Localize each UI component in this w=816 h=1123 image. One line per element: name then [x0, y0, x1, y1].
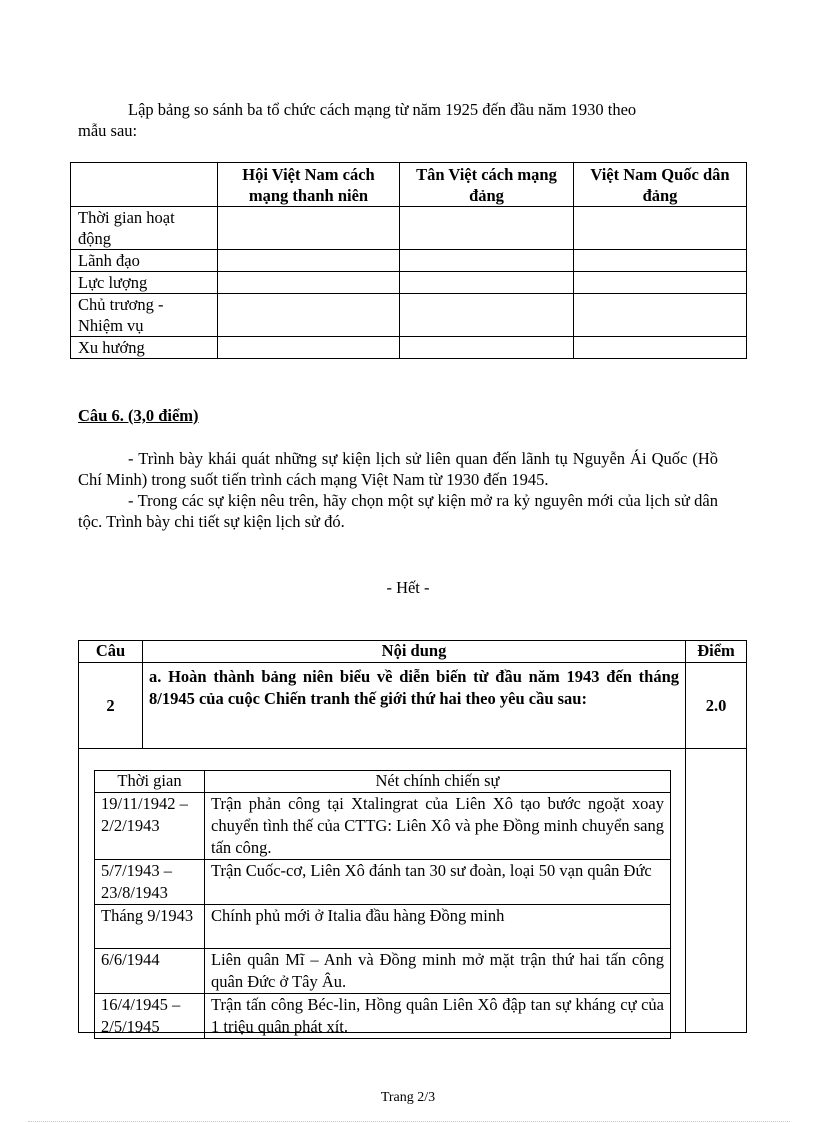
timeline-event: Liên quân Mĩ – Anh và Đồng minh mở mặt trận thứ hai tấn công quân Đức ở Tây Âu. — [205, 949, 671, 994]
comparison-row — [71, 250, 747, 272]
timeline-time: 5/7/1943 – 23/8/1943 — [95, 860, 205, 905]
timeline-row — [95, 860, 671, 905]
timeline-row — [95, 994, 671, 1039]
timeline-time: 16/4/1945 – 2/5/1945 — [95, 994, 205, 1039]
comparison-row — [71, 294, 747, 337]
comparison-row-label: Lãnh đạo — [71, 250, 218, 272]
answer-header-question: Câu — [79, 641, 143, 663]
question-6-paragraph-1: - Trình bày khái quát những sự kiện lịch sử liên quan đến lãnh tụ Nguyễn Ái Quốc (Hồ Chí Minh) trong suốt tiến trình cách mạng Việt Nam từ 1930 đến 1945. — [78, 449, 718, 489]
footer-dotted-rule — [28, 1121, 790, 1122]
answer-header-row — [79, 641, 747, 663]
comparison-header-row — [71, 163, 747, 207]
timeline-header-row — [95, 771, 671, 793]
timeline-header-time: Thời gian — [95, 771, 205, 793]
answer-question-text: a. Hoàn thành bảng niên biểu về diễn biến từ đầu năm 1943 đến tháng 8/1945 của cuộc Chiến tranh thế giới thứ hai theo yêu cầu sau: — [143, 663, 686, 749]
intro-line-1: Lập bảng so sánh ba tổ chức cách mạng từ năm 1925 đến đầu năm 1930 theo — [128, 100, 637, 119]
page-number: Trang 2/3 — [380, 1090, 436, 1105]
timeline-row — [95, 793, 671, 860]
comparison-row — [71, 207, 747, 250]
end-mark: - Hết - — [386, 578, 430, 597]
answer-question-score: 2.0 — [686, 663, 747, 749]
question-6-paragraph-2: - Trong các sự kiện nêu trên, hãy chọn một sự kiện mở ra kỷ nguyên mới của lịch sử dân tộc. Trình bày chi tiết sự kiện lịch sử đó. — [78, 491, 718, 531]
timeline-row — [95, 905, 671, 949]
timeline-header-event: Nét chính chiến sự — [205, 771, 671, 793]
timeline-event: Chính phủ mới ở Italia đầu hàng Đồng minh — [205, 905, 671, 949]
timeline-time: Tháng 9/1943 — [95, 905, 205, 949]
answer-question-number: 2 — [79, 663, 143, 749]
answer-header-score: Điểm — [686, 641, 747, 663]
comparison-header-hvn: Hội Việt Nam cách mạng thanh niên — [218, 163, 400, 207]
timeline-event: Trận tấn công Béc-lin, Hồng quân Liên Xô đập tan sự kháng cự của 1 triệu quân phát xít. — [205, 994, 671, 1039]
comparison-row — [71, 272, 747, 294]
answer-header-content: Nội dung — [143, 641, 686, 663]
comparison-header-tanviet: Tân Việt cách mạng đảng — [400, 163, 574, 207]
comparison-table — [70, 162, 747, 359]
question-6-title: Câu 6. (3,0 điểm) — [78, 406, 199, 425]
timeline-row — [95, 949, 671, 994]
timeline-table — [94, 770, 671, 1039]
comparison-header-empty — [71, 163, 218, 207]
timeline-time: 6/6/1944 — [95, 949, 205, 994]
comparison-header-vnqdd: Việt Nam Quốc dân đảng — [574, 163, 747, 207]
timeline-event: Trận phản công tại Xtalingrat của Liên Xô tạo bước ngoặt xoay chuyển tình thế của CTTG: Liên Xô và phe Đồng minh chuyển sang tấn công. — [205, 793, 671, 860]
timeline-event: Trận Cuốc-cơ, Liên Xô đánh tan 30 sư đoàn, loại 50 vạn quân Đức — [205, 860, 671, 905]
comparison-row — [71, 337, 747, 359]
comparison-row-label: Xu hướng — [71, 337, 218, 359]
comparison-row-label: Chủ trương - Nhiệm vụ — [71, 294, 218, 337]
comparison-row-label: Thời gian hoạt động — [71, 207, 218, 250]
intro-line-2: mẫu sau: — [78, 121, 138, 140]
answer-timeline-score-cell — [686, 749, 747, 1033]
comparison-row-label: Lực lượng — [71, 272, 218, 294]
answer-question-row — [79, 663, 747, 749]
timeline-time: 19/11/1942 – 2/2/1943 — [95, 793, 205, 860]
